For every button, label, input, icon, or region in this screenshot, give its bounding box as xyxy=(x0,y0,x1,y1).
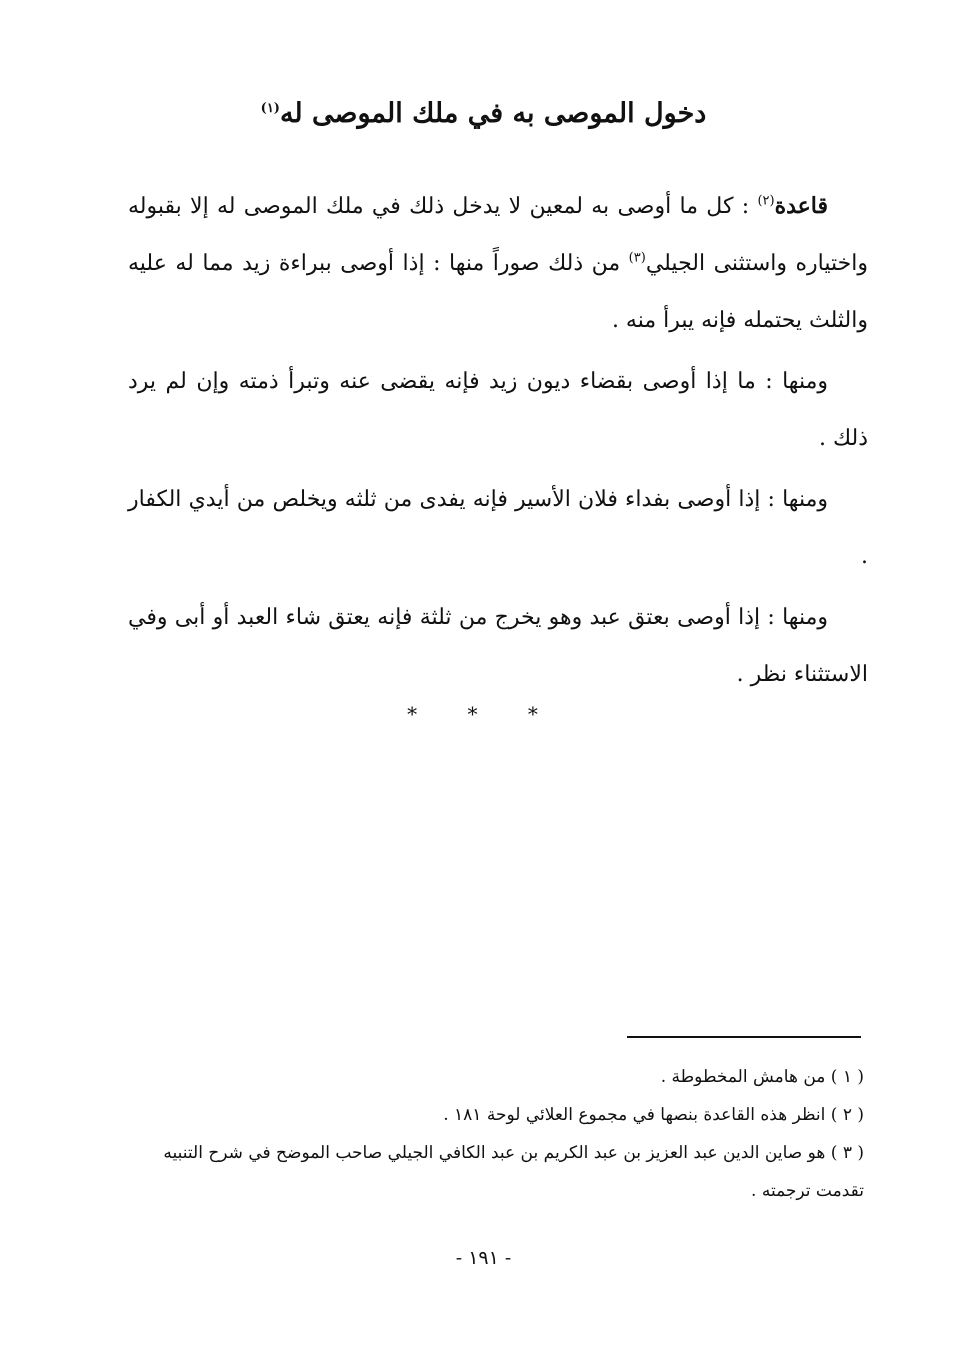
footnote: ( ١ ) من هامش المخطوطة . xyxy=(660,1067,864,1087)
page-number: - ١٩١ - xyxy=(455,1247,512,1269)
paragraph-text: ومنها : إذا أوصى بعتق عبد وهو يخرج من ثلثة فإنه يعتق شاء العبد أو أبى وفي الاستثناء نظر . xyxy=(128,605,868,687)
paragraph xyxy=(128,589,868,703)
paragraph-text: : كل ما أوصى به لمعين لا يدخل ذلك في ملك الموصى له إلا بقبوله واختياره واستثنى الجيلي xyxy=(128,194,868,276)
main-text xyxy=(128,178,868,703)
section-title-text: دخول الموصى به في ملك الموصى له xyxy=(279,98,707,129)
paragraph xyxy=(128,353,868,467)
footnotes xyxy=(122,1058,864,1210)
paragraph-text: ومنها : إذا أوصى بفداء فلان الأسير فإنه يفدى من ثلثه ويخلص من أيدي الكفار . xyxy=(128,487,868,569)
paragraph xyxy=(128,471,868,585)
footnote-divider xyxy=(627,1036,861,1038)
footnote-ref-2: (٢) xyxy=(757,193,775,209)
section-title xyxy=(0,98,967,129)
section-separator: * * * xyxy=(407,702,560,726)
rule-label: قاعدة xyxy=(774,193,828,219)
footnote-ref-1: (١) xyxy=(260,101,280,116)
footnote-ref-3: (٣) xyxy=(628,250,646,266)
paragraph-text: من ذلك صوراً منها : إذا أوصى ببراءة زيد مما له عليه والثلث يحتمله فإنه يبرأ منه . xyxy=(128,251,868,333)
footnote: ( ٣ ) هو صاين الدين عبد العزيز بن عبد الكريم بن عبد الكافي الجيلي صاحب الموضح في شرح التنبيه تقدمت ترجمته . xyxy=(163,1143,864,1201)
paragraph-text: ومنها : ما إذا أوصى بقضاء ديون زيد فإنه يقضى عنه وتبرأ ذمته وإن لم يرد ذلك . xyxy=(128,369,868,451)
footnote: ( ٢ ) انظر هذه القاعدة بنصها في مجموع العلائي لوحة ١٨١ . xyxy=(443,1105,864,1125)
paragraph-rule xyxy=(128,178,868,349)
